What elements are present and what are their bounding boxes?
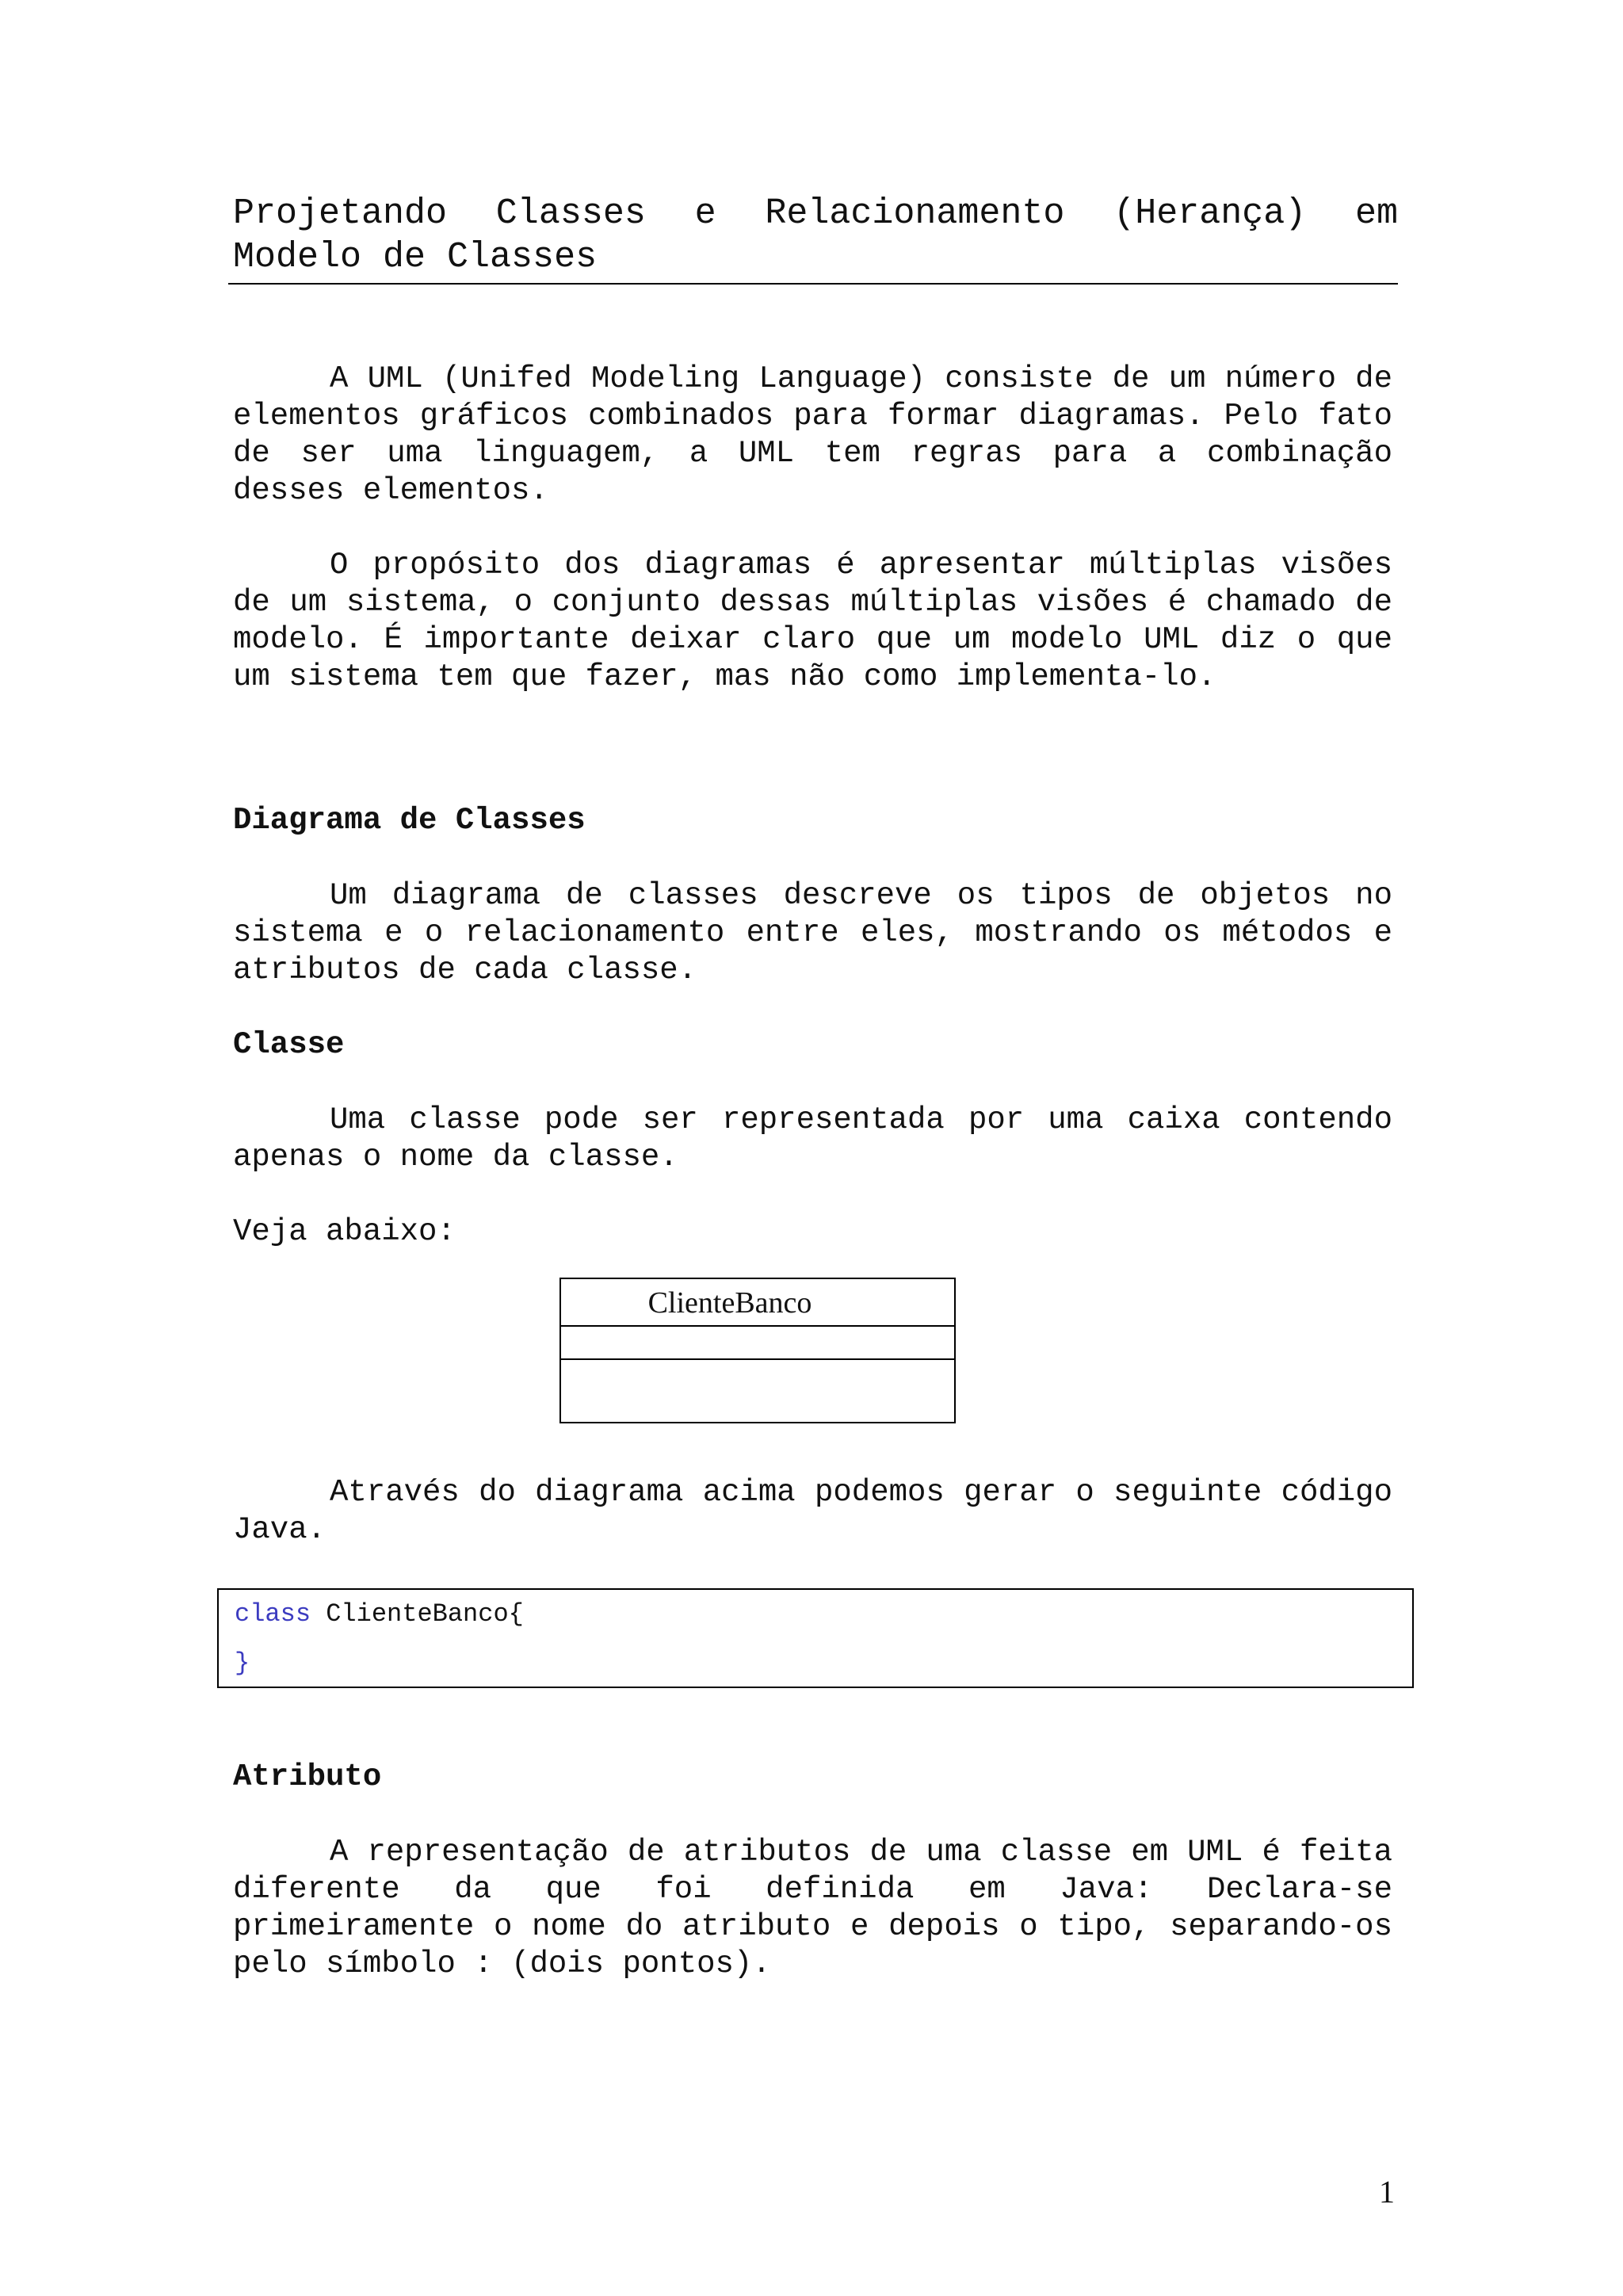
code-line-1 [235, 1590, 1412, 1639]
uml-attributes-compartment [561, 1327, 954, 1360]
heading-atributo: Atributo [233, 1759, 382, 1794]
classe-paragraph: Uma classe pode ser representada por uma caixa contendo apenas o nome da classe. [233, 1102, 1392, 1175]
java-code-block [217, 1588, 1414, 1688]
after-diagram-paragraph: Através do diagrama acima podemos gerar o seguinte código Java. [233, 1475, 1392, 1547]
see-below-text: Veja abaixo: [233, 1214, 456, 1249]
title-underline [228, 283, 1398, 285]
code-line-2: } [235, 1648, 250, 1678]
uml-methods-compartment [561, 1360, 954, 1422]
intro-paragraph-1: A UML (Unifed Modeling Language) consiste de um número de elementos gráficos combinados para formar diagramas. Pelo fato de ser uma linguagem, a UML tem regras para a combinação desses elementos. [233, 361, 1392, 508]
heading-classe: Classe [233, 1027, 345, 1062]
diagrama-paragraph: Um diagrama de classes descreve os tipos de objetos no sistema e o relacionamento entre eles, mostrando os métodos e atributos de cada classe. [233, 878, 1392, 988]
document-title: Projetando Classes e Relacionamento (Herança) em Modelo de Classes [233, 193, 1398, 277]
uml-class-name: ClienteBanco [561, 1279, 954, 1327]
code-class-declaration: ClienteBanco{ [311, 1599, 524, 1629]
atributo-paragraph: A representação de atributos de uma classe em UML é feita diferente da que foi definida em Java: Declara-se primeiramente o nome do atributo e depois o tipo, separando-os pelo símbolo : (dois pontos). [233, 1835, 1392, 1981]
uml-class-box [559, 1278, 956, 1423]
intro-paragraph-2: O propósito dos diagramas é apresentar múltiplas visões de um sistema, o conjunto dessas múltiplas visões é chamado de modelo. É importante deixar claro que um modelo UML diz o que um sistema tem que fazer, mas não como implementa-lo. [233, 548, 1392, 694]
page-number: 1 [1379, 2174, 1395, 2210]
heading-diagrama-de-classes: Diagrama de Classes [233, 803, 586, 838]
code-keyword-class: class [235, 1599, 311, 1629]
